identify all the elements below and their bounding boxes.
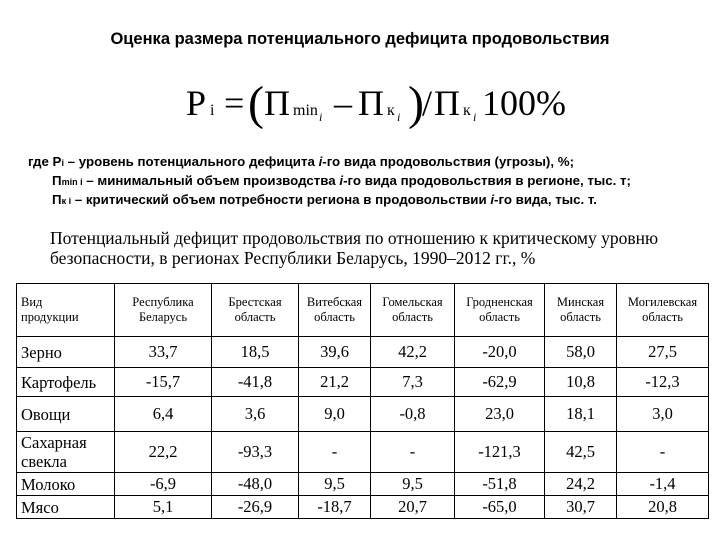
row-label: Овощи — [17, 397, 115, 432]
header-gomel: Гомельская область — [371, 284, 455, 337]
header-mogilev: Могилевская область — [617, 284, 709, 337]
row-label: Зерно — [17, 337, 115, 368]
table-cell: -51,8 — [455, 473, 545, 496]
header-minsk: Минская область — [545, 284, 617, 337]
table-cell: 6,4 — [115, 397, 212, 432]
table-cell: 18,1 — [545, 397, 617, 432]
formula-sub-k-i: i — [397, 110, 401, 124]
row-label: Сахарная свекла — [17, 432, 115, 473]
table-cell: -1,4 — [617, 473, 709, 496]
table-cell: -48,0 — [212, 473, 299, 496]
header-product: Вид продукции — [17, 284, 115, 337]
row-label: Молоко — [17, 473, 115, 496]
row-label: Мясо — [17, 496, 115, 519]
legend-line-pk: Пк i – критический объем потребности региона в продовольствии i-го вида, тыс. т. — [52, 192, 597, 207]
table-cell: 27,5 — [617, 337, 709, 368]
table-cell: 9,5 — [299, 473, 371, 496]
table-row — [17, 496, 709, 519]
table-row — [17, 368, 709, 397]
table-cell: -20,0 — [455, 337, 545, 368]
legend-line-pmin: Пmin i – минимальный объем производства i-го вида продовольствия в регионе, тыс. т; — [52, 173, 631, 188]
deficit-table — [16, 283, 709, 519]
table-header-row — [17, 284, 709, 337]
formula-minus: – — [334, 83, 352, 123]
table-cell: 22,2 — [115, 432, 212, 473]
table-caption: Потенциальный дефицит продовольствия по отношению к критическому уровню безопасности, в регионах Республики Беларусь, 1990–2012 гг., % — [50, 228, 659, 268]
table-cell: - — [371, 432, 455, 473]
table-cell: -26,9 — [212, 496, 299, 519]
table-cell: 39,6 — [299, 337, 371, 368]
table-cell: 3,0 — [617, 397, 709, 432]
formula-slash: / — [422, 83, 433, 123]
formula-percent: 100% — [482, 83, 566, 123]
table-cell: 18,5 — [212, 337, 299, 368]
table-cell: -93,3 — [212, 432, 299, 473]
table-cell: 23,0 — [455, 397, 545, 432]
table-cell: 24,2 — [545, 473, 617, 496]
table-cell: 10,8 — [545, 368, 617, 397]
table-row — [17, 473, 709, 496]
formula-eq: = — [224, 83, 245, 123]
table-row — [17, 337, 709, 368]
formula-rparen: ) — [408, 77, 424, 130]
table-cell: -0,8 — [371, 397, 455, 432]
table-cell: 20,8 — [617, 496, 709, 519]
formula-pi-k2: П — [434, 83, 460, 123]
table-cell: -121,3 — [455, 432, 545, 473]
deficit-formula — [186, 77, 566, 138]
header-grodno: Гродненская область — [455, 284, 545, 337]
table-cell: 5,1 — [115, 496, 212, 519]
table-cell: - — [299, 432, 371, 473]
table-cell: -62,9 — [455, 368, 545, 397]
formula-sub-k: к — [387, 102, 395, 119]
table-cell: -12,3 — [617, 368, 709, 397]
table-cell: 20,7 — [371, 496, 455, 519]
page-title: Оценка размера потенциального дефицита продовольствия — [110, 30, 610, 48]
table-row — [17, 397, 709, 432]
formula-p: P — [186, 83, 207, 123]
table-cell: 33,7 — [115, 337, 212, 368]
table-cell: - — [617, 432, 709, 473]
row-label: Картофель — [17, 368, 115, 397]
formula-lparen: ( — [248, 77, 264, 130]
table-cell: -18,7 — [299, 496, 371, 519]
table-cell: 42,5 — [545, 432, 617, 473]
formula-sub-k2-i: i — [473, 110, 477, 124]
table-cell: -65,0 — [455, 496, 545, 519]
table-cell: -15,7 — [115, 368, 212, 397]
formula-sub-min: min — [293, 102, 318, 119]
table-cell: 7,3 — [371, 368, 455, 397]
formula-sub-i: i — [210, 102, 215, 119]
header-vitebsk: Витебская область — [299, 284, 371, 337]
table-cell: -41,8 — [212, 368, 299, 397]
table-cell: 58,0 — [545, 337, 617, 368]
table-cell: -6,9 — [115, 473, 212, 496]
formula-legend — [28, 153, 718, 210]
table-cell: 21,2 — [299, 368, 371, 397]
header-belarus: Республика Беларусь — [115, 284, 212, 337]
legend-line-p: где Pi – уровень потенциального дефицита i-го вида продовольствия (угрозы), %; — [28, 154, 574, 169]
table-cell: 9,5 — [371, 473, 455, 496]
header-brest: Брестская область — [212, 284, 299, 337]
table-cell: 42,2 — [371, 337, 455, 368]
formula-sub-k2: к — [463, 102, 471, 119]
formula-pi-k: П — [358, 83, 384, 123]
formula-pi-min: П — [264, 83, 290, 123]
formula-sub-min-i: i — [319, 110, 323, 124]
table-cell: 30,7 — [545, 496, 617, 519]
table-cell: 3,6 — [212, 397, 299, 432]
table-row — [17, 432, 709, 473]
table-cell: 9,0 — [299, 397, 371, 432]
